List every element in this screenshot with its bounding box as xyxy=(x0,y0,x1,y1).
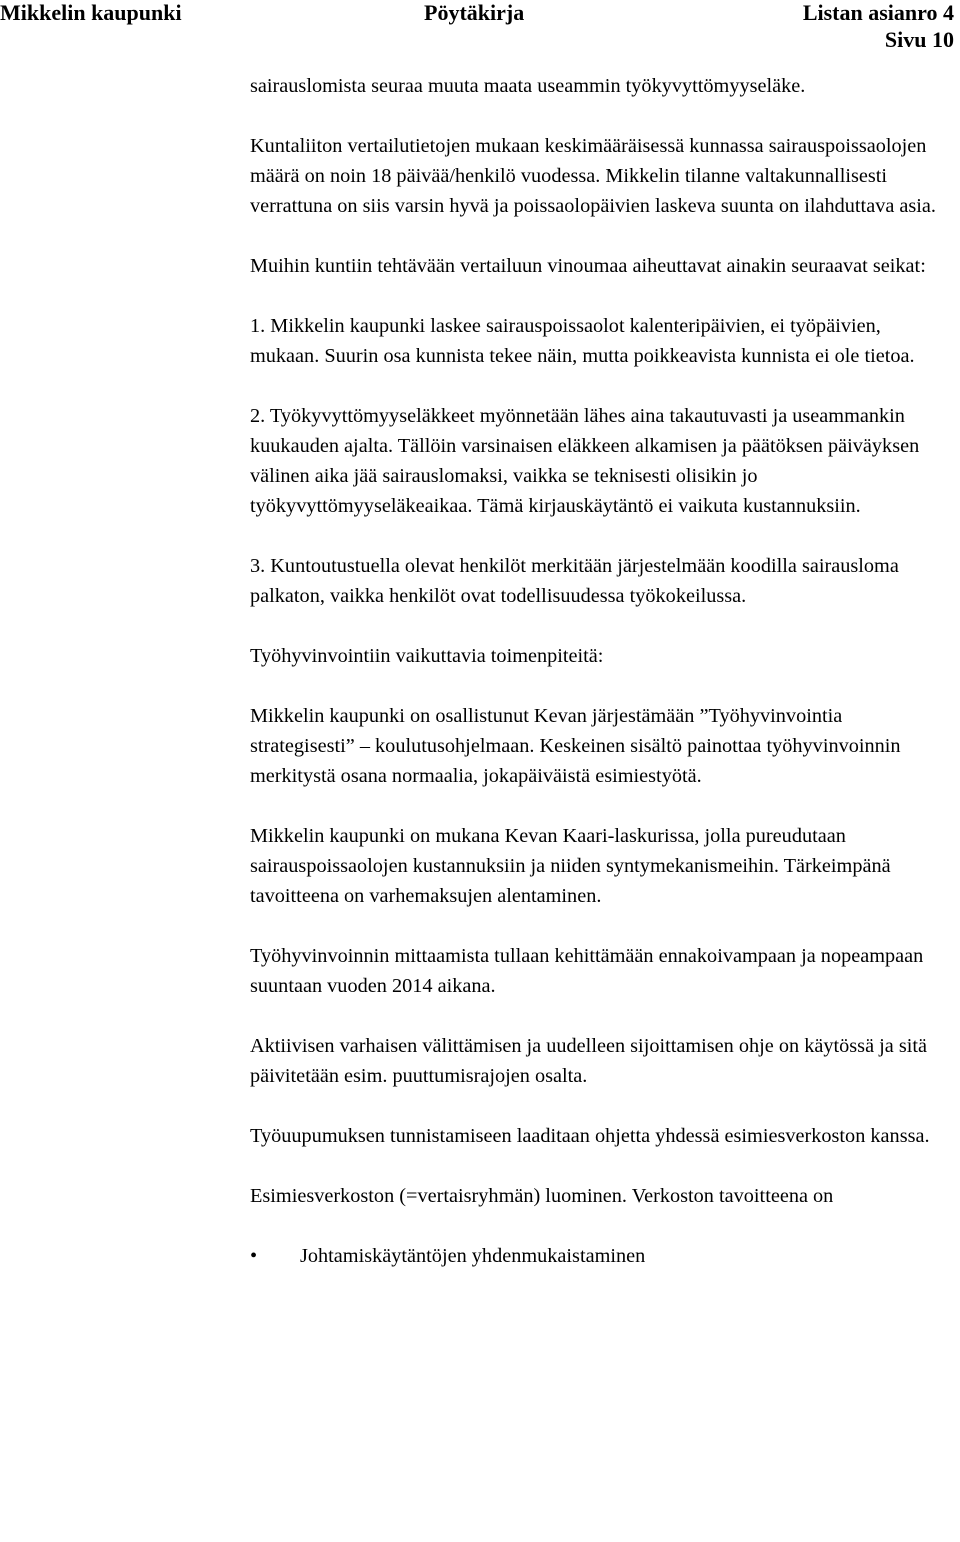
paragraph: Työuupumuksen tunnistamiseen laaditaan ohjetta yhdessä esimiesverkoston kanssa. xyxy=(250,1125,930,1147)
list-item-2: 2. Työkyvyttömyyseläkkeet myönnetään lähes aina takautuvasti ja useammankin kuukauden ajalta. Tällöin varsinaisen eläkkeen alkamisen ja päätöksen päiväyksen välinen aika jää sairauslomaksi, vaikka se teknisesti olisikin jo työkyvyttömyyseläkeaikaa. Tämä kirjauskäytäntö ei vaikuta kustannuksiin. xyxy=(250,405,920,517)
bullet-list xyxy=(250,1241,950,1271)
document-body xyxy=(250,71,950,1271)
paragraph: Aktiivisen varhaisen välittämisen ja uudelleen sijoittamisen ohje on käytössä ja sitä päivitetään esim. puuttumisrajojen osalta. xyxy=(250,1035,928,1087)
list-item-1: 1. Mikkelin kaupunki laskee sairauspoissaolot kalenteripäivien, ei työpäivien, mukaan. Suurin osa kunnista tekee näin, mutta poikkeavista kunnista ei ole tietoa. xyxy=(250,315,915,367)
header-document-type: Pöytäkirja xyxy=(424,0,525,25)
bullet-marker: • xyxy=(250,1245,258,1267)
page-header xyxy=(0,0,960,60)
paragraph: Mikkelin kaupunki on mukana Kevan Kaari-laskurissa, jolla pureudutaan sairauspoissaolojen kustannuksiin ja niiden syntymekanismeihin. Tärkeimpänä tavoitteena on varhemaksujen alentaminen. xyxy=(250,825,891,907)
paragraph: Esimiesverkoston (=vertaisryhmän) luominen. Verkoston tavoitteena on xyxy=(250,1185,834,1207)
paragraph: Työhyvinvoinnin mittaamista tullaan kehittämään ennakoivampaan ja nopeampaan suuntaan vuoden 2014 aikana. xyxy=(250,945,924,997)
paragraph: Muihin kuntiin tehtävään vertailuun vinoumaa aiheuttavat ainakin seuraavat seikat: xyxy=(250,255,926,277)
section-heading: Työhyvinvointiin vaikuttavia toimenpiteitä: xyxy=(250,645,604,667)
paragraph: sairauslomista seuraa muuta maata useammin työkyvyttömyyseläke. xyxy=(250,75,806,97)
bullet-item xyxy=(250,1241,950,1271)
header-organization: Mikkelin kaupunki xyxy=(0,0,182,25)
list-item-3: 3. Kuntoutustuella olevat henkilöt merkitään järjestelmään koodilla sairausloma palkaton, vaikka henkilöt ovat todellisuudessa työkokeilussa. xyxy=(250,555,899,607)
paragraph: Mikkelin kaupunki on osallistunut Kevan järjestämään ”Työhyvinvointia strategisesti” – koulutusohjelmaan. Keskeinen sisältö painottaa työhyvinvoinnin merkitystä osana normaalia, jokapäiväistä esimiestyötä. xyxy=(250,705,901,787)
paragraph: Kuntaliiton vertailutietojen mukaan keskimääräisessä kunnassa sairauspoissaolojen määrä on noin 18 päivää/henkilö vuodessa. Mikkelin tilanne valtakunnallisesti verrattuna on siis varsin hyvä ja poissaolopäivien laskeva suunta on ilahduttava asia. xyxy=(250,135,937,217)
bullet-text: Johtamiskäytäntöjen yhdenmukaistaminen xyxy=(300,1245,646,1267)
header-page-number: Sivu 10 xyxy=(884,27,954,52)
header-item-number: Listan asianro 4 xyxy=(802,0,954,25)
